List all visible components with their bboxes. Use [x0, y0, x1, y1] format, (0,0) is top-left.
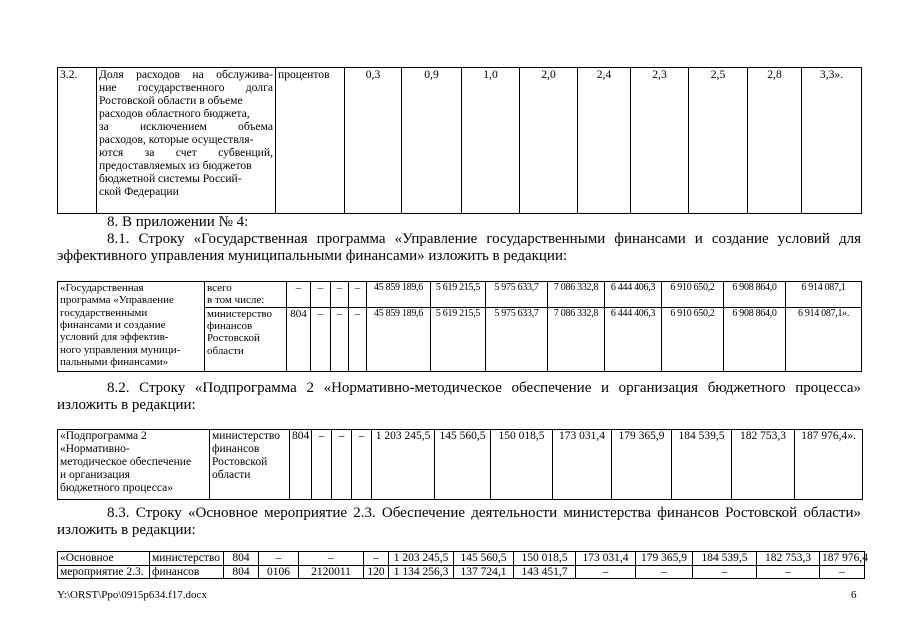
text-line: в том числе: [207, 294, 265, 307]
subprogram-table [57, 429, 863, 500]
executor-cell: министерство [150, 552, 224, 566]
text-line: бюджетного процесса» [60, 481, 173, 494]
table-row [58, 565, 865, 579]
paragraph-8-2-line1: 8.2. Строку «Подпрограмма 2 «Нормативно-методическое обеспечение и организация бюджетного процесса» [107, 380, 861, 396]
value-cell: 150 018,5 [491, 430, 553, 500]
value-cell: 145 560,5 [435, 430, 491, 500]
value-cell: 187 976,4 [820, 552, 865, 566]
value-cell: 2,3 [631, 68, 689, 214]
value-cell: 2,0 [520, 68, 578, 214]
value-cell: 182 753,3 [732, 430, 795, 500]
value-cell: 6 914 087,1 [786, 282, 862, 308]
value-cell: 143 451,7 [514, 565, 576, 579]
value-cell: 3,3». [802, 68, 862, 214]
value-cell: 2,8 [748, 68, 802, 214]
text-line: государственными [60, 306, 148, 319]
value-cell: 45 859 189,6 [367, 307, 431, 371]
value-cell: 173 031,4 [576, 552, 636, 566]
text-line: финансов [207, 319, 253, 332]
code-cell: 2120011 [299, 565, 364, 579]
table-row [58, 68, 862, 214]
code-cell: – [332, 430, 352, 500]
unit-cell: процентов [276, 68, 345, 214]
text-line: ного управления муници- [60, 343, 181, 356]
text-line: «Нормативно- [60, 442, 130, 455]
executor-cell [205, 307, 287, 371]
value-cell: 6 908 864,0 [724, 282, 786, 308]
value-cell: 150 018,5 [514, 552, 576, 566]
executor-cell: финансов [150, 565, 224, 579]
page-number: 6 [851, 589, 857, 601]
value-cell: 5 975 633,7 [486, 307, 548, 371]
text-line: расходов, которые осуществля- [99, 132, 254, 146]
text-line: финансов [212, 442, 260, 455]
paragraph-8-3-line1: 8.3. Строку «Основное мероприятие 2.3. Обеспечение деятельности министерства финансов Ростовской области» [107, 505, 861, 521]
value-cell: – [636, 565, 693, 579]
code-cell: – [349, 307, 367, 371]
text-line: Ростовской [212, 455, 268, 468]
value-cell: 5 619 215,5 [431, 307, 486, 371]
text-line: области [207, 344, 244, 357]
activity-name: «Основное [58, 552, 150, 566]
text-line: расходов областного бюджета, [99, 106, 250, 120]
text-line: Доля расходов на обслужива- [99, 68, 273, 81]
value-cell: 145 560,5 [454, 552, 514, 566]
executor-cell [210, 430, 290, 500]
text-line: «Государственная [60, 282, 144, 294]
code-cell: – [349, 282, 367, 308]
code-cell: – [331, 307, 349, 371]
value-cell: 2,4 [578, 68, 631, 214]
code-cell: – [287, 282, 311, 308]
code-cell: – [364, 552, 389, 566]
paragraph-8-1-line1: 8.1. Строку «Государственная программа «Управление государственными финансами и создание условий для [107, 231, 861, 247]
code-cell: 0106 [259, 565, 299, 579]
value-cell: 5 619 215,5 [431, 282, 486, 308]
indicator-name [97, 68, 276, 214]
text-line: Ростовской области в объеме [99, 93, 243, 107]
main-activity-table [57, 551, 868, 579]
text-line: всего [207, 282, 232, 294]
text-line: пальными финансами» [60, 355, 169, 368]
text-line: программа «Управление [60, 294, 174, 307]
value-cell: 1 203 245,5 [372, 430, 435, 500]
value-cell: 6 444 406,3 [605, 282, 662, 308]
code-cell: 804 [287, 307, 311, 371]
code-cell: – [311, 307, 331, 371]
table-row [58, 552, 865, 566]
executor-cell [205, 282, 287, 308]
value-cell: 137 724,1 [454, 565, 514, 579]
value-cell: 5 975 633,7 [486, 282, 548, 308]
code-cell: – [352, 430, 372, 500]
footer-file-path: Y:\ORST\Ppo\0915p634.f17.docx [57, 589, 207, 601]
value-cell: 7 086 332,8 [548, 282, 605, 308]
value-cell: 173 031,4 [553, 430, 612, 500]
text-line: ской Федерации [99, 184, 179, 198]
table-row [58, 430, 863, 500]
value-cell: 182 753,3 [757, 552, 820, 566]
value-cell: – [757, 565, 820, 579]
program-table [57, 281, 862, 372]
text-line: условий для эффектив- [60, 331, 169, 344]
text-line: Ростовской [207, 332, 260, 345]
code-cell: 804 [224, 565, 259, 579]
text-line: министерство [207, 307, 273, 320]
text-line: «Подпрограмма 2 [60, 430, 147, 442]
text-line: бюджетной системы Россий- [99, 171, 242, 185]
table-row [58, 282, 862, 308]
code-cell: 804 [224, 552, 259, 566]
subprogram-name [58, 430, 210, 500]
value-cell: 0,9 [402, 68, 462, 214]
value-cell: – [693, 565, 757, 579]
text-line: и организация [60, 468, 130, 481]
value-cell: 1,0 [462, 68, 520, 214]
code-cell: – [299, 552, 364, 566]
value-cell: 2,5 [689, 68, 748, 214]
value-cell: – [820, 565, 865, 579]
value-cell: 6 910 650,2 [662, 307, 724, 371]
code-cell: 120 [364, 565, 389, 579]
row-number: 3.2. [58, 68, 97, 214]
text-line: предоставляемых из бюджетов [99, 158, 252, 172]
text-line: ние государственного долга [99, 80, 273, 94]
text-line: методическое обеспечение [60, 455, 192, 468]
text-line: области [212, 468, 251, 481]
activity-name: мероприятие 2.3. [58, 565, 150, 579]
value-cell: 184 539,5 [672, 430, 732, 500]
value-cell: 6 908 864,0 [724, 307, 786, 371]
value-cell: 184 539,5 [693, 552, 757, 566]
value-cell: 187 976,4». [795, 430, 863, 500]
value-cell: 6 444 406,3 [605, 307, 662, 371]
text-line: за исключением объема [99, 119, 273, 133]
value-cell: 1 203 245,5 [389, 552, 454, 566]
text-line: финансами и создание [60, 318, 166, 331]
value-cell: – [576, 565, 636, 579]
value-cell: 6 914 087,1». [786, 307, 862, 371]
paragraph-8-3-line2: изложить в редакции: [57, 522, 196, 538]
paragraph-8-2-line2: изложить в редакции: [57, 397, 196, 413]
value-cell: 179 365,9 [636, 552, 693, 566]
code-cell: – [331, 282, 349, 308]
text-line: министерство [212, 430, 280, 442]
code-cell: – [311, 282, 331, 308]
text-line: ются за счет субвенций, [99, 145, 273, 159]
value-cell: 45 859 189,6 [367, 282, 431, 308]
value-cell: 0,3 [345, 68, 402, 214]
value-cell: 7 086 332,8 [548, 307, 605, 371]
paragraph-8-1-line2: эффективного управления муниципальными финансами» изложить в редакции: [57, 248, 568, 264]
paragraph-8: 8. В приложении № 4: [107, 214, 249, 230]
value-cell: 6 910 650,2 [662, 282, 724, 308]
value-cell: 1 134 256,3 [389, 565, 454, 579]
code-cell: 804 [290, 430, 312, 500]
program-name [58, 282, 205, 372]
code-cell: – [259, 552, 299, 566]
indicator-table [57, 67, 862, 214]
code-cell: – [312, 430, 332, 500]
value-cell: 179 365,9 [612, 430, 672, 500]
